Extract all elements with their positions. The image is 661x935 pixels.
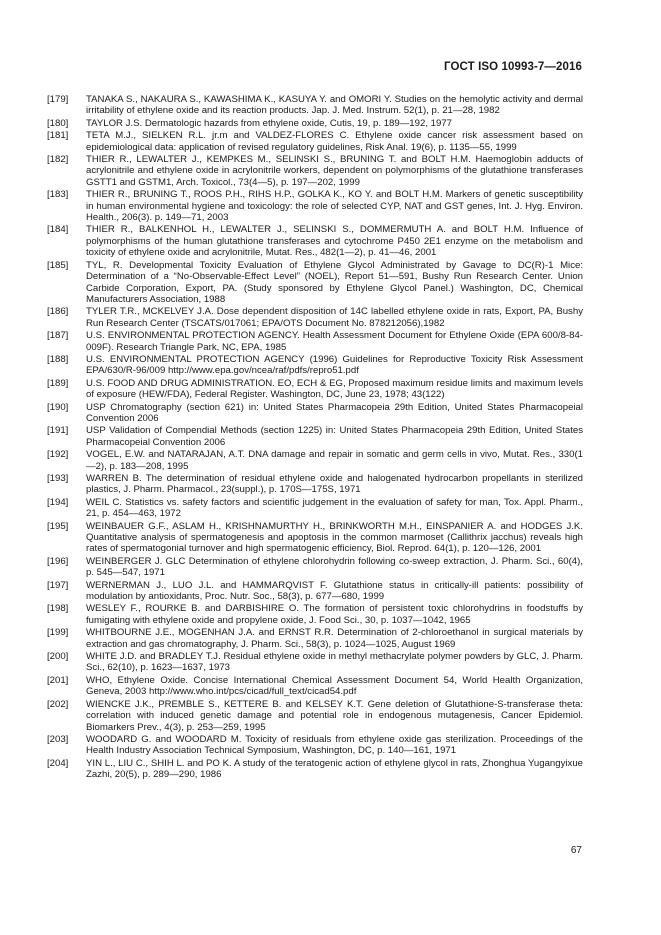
reference-number: [192]: [47, 449, 69, 461]
reference-item: [47, 699, 583, 733]
reference-text: WARREN B. The determination of residual ethylene oxide and halogenated hydrocarbon propellants in sterilized plastics, J. Pharm. Pharmacol., 23(suppl.), p. 170S—175S, 1971: [86, 472, 583, 496]
reference-item: [47, 758, 583, 781]
reference-item: [47, 224, 583, 258]
reference-item: [47, 473, 583, 496]
reference-item: [47, 378, 583, 401]
reference-text: VOGEL, E.W. and NATARAJAN, A.T. DNA damage and repair in somatic and germ cells in vivo, Mutat. Res., 330(1—2), p. 183—208, 1995: [86, 449, 583, 472]
reference-text: TANAKA S., NAKAURA S., KAWASHIMA K., KASUYA Y. and OMORI Y. Studies on the hemolytic activity and dermal irritability of ethylene oxide and its reaction products. Jap. J. Med. Instrum. 52(1), p. 21—28, 1982: [86, 94, 583, 117]
reference-text: WHITE J.D. and BRADLEY T.J. Residual ethylene oxide in methyl methacrylate polymer powders by GLC, J. Pharm. Sci., 62(10), p. 1623—1637, 1973: [86, 651, 583, 674]
reference-item: [47, 306, 583, 329]
reference-text: WIENCKE J.K., PREMBLE S., KETTERE B. and KELSEY K.T. Gene deletion of Glutathione-S-transferase theta: correlation with induced genetic damage and potential role in endogenous mutagenesis, Cancer Epidemiol. Biomarkers Prev., 4(3), p. 253—259, 1995: [86, 698, 583, 733]
reference-item: [47, 521, 583, 555]
reference-item: [47, 118, 583, 129]
reference-item: [47, 734, 583, 757]
reference-text: U.S. ENVIRONMENTAL PROTECTION AGENCY. Health Assessment Document for Ethylene Oxide (EPA 600/8-84-009F). Research Triangle Park, NC, EPA, 1985: [86, 330, 583, 353]
reference-number: [195]: [47, 520, 69, 532]
reference-text: WHITBOURNE J.E., MOGENHAN J.A. and ERNST R.R. Determination of 2-chloroethanol in surgical materials by extraction and gas chromatography, J. Pharm. Sci., 58(3), p. 1024—1025, August 1969: [86, 627, 583, 650]
reference-item: [47, 675, 583, 698]
reference-number: [181]: [47, 130, 69, 142]
reference-item: [47, 94, 583, 117]
reference-text: USP Chromatography (section 621) in: United States Pharmacopeia 29th Edition, United States Pharmacopeial Convention 2006: [86, 401, 583, 425]
reference-item: [47, 354, 583, 377]
reference-item: [47, 330, 583, 353]
reference-number: [190]: [47, 401, 69, 413]
reference-text: TYLER T.R., MCKELVEY J.A. Dose dependent disposition of 14C labelled ethylene oxide in rats, Export, PA, Bushy Run Research Center (TSCATS/017061; EPA/OTS Document No. 878212056),1982: [86, 306, 583, 329]
reference-number: [183]: [47, 189, 69, 201]
reference-number: [201]: [47, 674, 69, 686]
reference-text: WESLEY F., ROURKE B. and DARBISHIRE O. The formation of persistent toxic chlorohydrins in foodstuffs by fumigating with ethylene oxide and propylene oxide, J. Food Sci., 30, p. 1037—1042, 1965: [86, 603, 583, 626]
reference-text: WEINBERGER J. GLC Determination of ethylene chlorohydrin following co-sweep extraction, J. Pharm. Sci., 60(4), p. 545—547, 1971: [86, 555, 583, 579]
reference-list: [47, 94, 583, 781]
reference-number: [202]: [47, 698, 69, 710]
reference-text: U.S. ENVIRONMENTAL PROTECTION AGENCY (1996) Guidelines for Reproductive Toxicity Risk Assessment EPA/630/R-96/009 http://www.epa.gov/ncea/raf/pdfs/repro51.pdf: [86, 353, 583, 377]
reference-text: WOODARD G. and WOODARD M. Toxicity of residuals from ethylene oxide gas sterilization. Proceedings of the Health Industry Association Technical Symposium, Washington, DC, p. 140—161, 1971: [86, 733, 583, 757]
reference-number: [203]: [47, 733, 69, 745]
reference-number: [198]: [47, 603, 69, 615]
reference-item: [47, 651, 583, 674]
reference-number: [187]: [47, 330, 69, 342]
reference-number: [179]: [47, 94, 69, 105]
reference-text: THIER R., LEWALTER J., KEMPKES M., SELINSKI S., BRUNING T. and BOLT H.M. Haemoglobin adducts of acrylonitrile and ethylene oxide in acrylonitrile workers, dependent on polymorphisms of the glutathione transferases GSTT1 and GSTM1, Arch. Toxicol., 73(4—5), p. 197—202, 1999: [86, 153, 583, 188]
reference-text: WERNERMAN J., LUO J.L. and HAMMARQVIST F. Glutathione status in critically-ill patients: possibility of modulation by antioxidants, Proc. Nutr. Soc., 58(3), p. 677—680, 1999: [86, 579, 583, 603]
reference-number: [184]: [47, 224, 69, 236]
reference-item: [47, 627, 583, 650]
reference-number: [191]: [47, 425, 69, 437]
reference-item: [47, 130, 583, 153]
reference-text: WEINBAUER G.F., ASLAM H., KRISHNAMURTHY H., BRINKWORTH M.H., EINSPANIER A. and HODGES J.K. Quantitative analysis of spermatogenesis and apoptosis in the common marmoset (Callithrix jacchus) reveals high rates of spermatogonial turnover and high spermatogenic efficiency, Biol. Reprod. 64(1), p. 120—126, 2001: [86, 520, 583, 555]
reference-number: [186]: [47, 306, 69, 318]
reference-item: [47, 497, 583, 520]
reference-text: TETA M.J., SIELKEN R.L. jr.m and VALDEZ-FLORES C. Ethylene oxide cancer risk assessment based on epidemiological data: application of revised regulatory guidelines, Risk Anal. 19(6), p. 1135—55, 1999: [86, 130, 583, 153]
reference-item: [47, 154, 583, 188]
reference-number: [196]: [47, 555, 69, 567]
reference-text: USP Validation of Compendial Methods (section 1225) in: United States Pharmacopeia 29th Edition, United States Pharmacopeial Convention 2006: [86, 425, 583, 448]
reference-number: [197]: [47, 579, 69, 591]
reference-number: [199]: [47, 627, 69, 639]
reference-item: [47, 189, 583, 223]
reference-text: YIN L., LIU C., SHIH L. and PO K. A study of the teratogenic action of ethylene glycol in rats, Zhonghua Yugangyixue Zazhi, 20(5), p. 289—290, 1986: [86, 757, 583, 781]
reference-item: [47, 449, 583, 472]
reference-text: THIER R., BRUNING T., ROOS P.H., RIHS H.P., GOLKA K., KO Y. and BOLT H.M. Markers of genetic susceptibility in human environmental hygiene and toxicology: the role of selected CYP, NAT and GST genes, Int. J. Hyg. Environ. Health., 206(3). p. 149—71, 2003: [86, 189, 583, 224]
reference-text: U.S. FOOD AND DRUG ADMINISTRATION. EO, ECH & EG, Proposed maximum residue limits and maximum levels of exposure (HEW/FDA), Federal Register. Washington, DC, June 23, 1978; 43(122): [86, 377, 583, 401]
reference-text: WHO, Ethylene Oxide. Concise International Chemical Assessment Document 54, World Health Organization, Geneva, 2003 http://www.who.int/pcs/cicad/full_text/cicad54.pdf: [86, 674, 583, 698]
standard-header: ГОСТ ISO 10993-7—2016: [444, 61, 582, 73]
reference-number: [189]: [47, 377, 69, 389]
reference-item: [47, 556, 583, 579]
reference-number: [200]: [47, 651, 69, 662]
reference-number: [188]: [47, 353, 69, 365]
reference-text: TYL, R. Developmental Toxicity Evaluation of Ethylene Glycol Administrated by Gavage to DC(R)-1 Mice: Determination of a “No-Observable-Effect Level” (NOEL), Report 51—591, Bushy Run Research Center. Union Carbide Corporation, Export, PA. (Study sponsored by Ethylene Glycol Panel.) Washington, DC, Chemical Manufacturers Association, 1988: [86, 259, 583, 306]
reference-number: [185]: [47, 259, 69, 271]
reference-number: [204]: [47, 757, 69, 769]
reference-text: WEIL C. Statistics vs. safety factors and scientific judgement in the evaluation of safety for man, Tox. Appl. Pharm., 21, p. 454—463, 1972: [86, 496, 583, 520]
reference-number: [180]: [47, 117, 69, 129]
reference-item: [47, 260, 583, 306]
page-number: 67: [570, 845, 582, 856]
reference-item: [47, 603, 583, 626]
reference-item: [47, 402, 583, 425]
reference-text: TAYLOR J.S. Dermatologic hazards from ethylene oxide, Cutis, 19, p. 189—192, 1977: [86, 117, 452, 129]
reference-number: [194]: [47, 496, 69, 508]
reference-number: [193]: [47, 472, 69, 484]
reference-text: THIER R., BALKENHOL H., LEWALTER J., SELINSKI S., DOMMERMUTH A. and BOLT H.M. Influence of polymorphisms of the human glutathione transferases and cytochrome P450 2E1 enzyme on the metabolism and toxicity of ethylene oxide and acrylonitrile, Mutat. Res., 482(1—2), p. 41—46, 2001: [86, 224, 583, 259]
reference-number: [182]: [47, 153, 69, 165]
reference-item: [47, 425, 583, 448]
reference-item: [47, 580, 583, 603]
